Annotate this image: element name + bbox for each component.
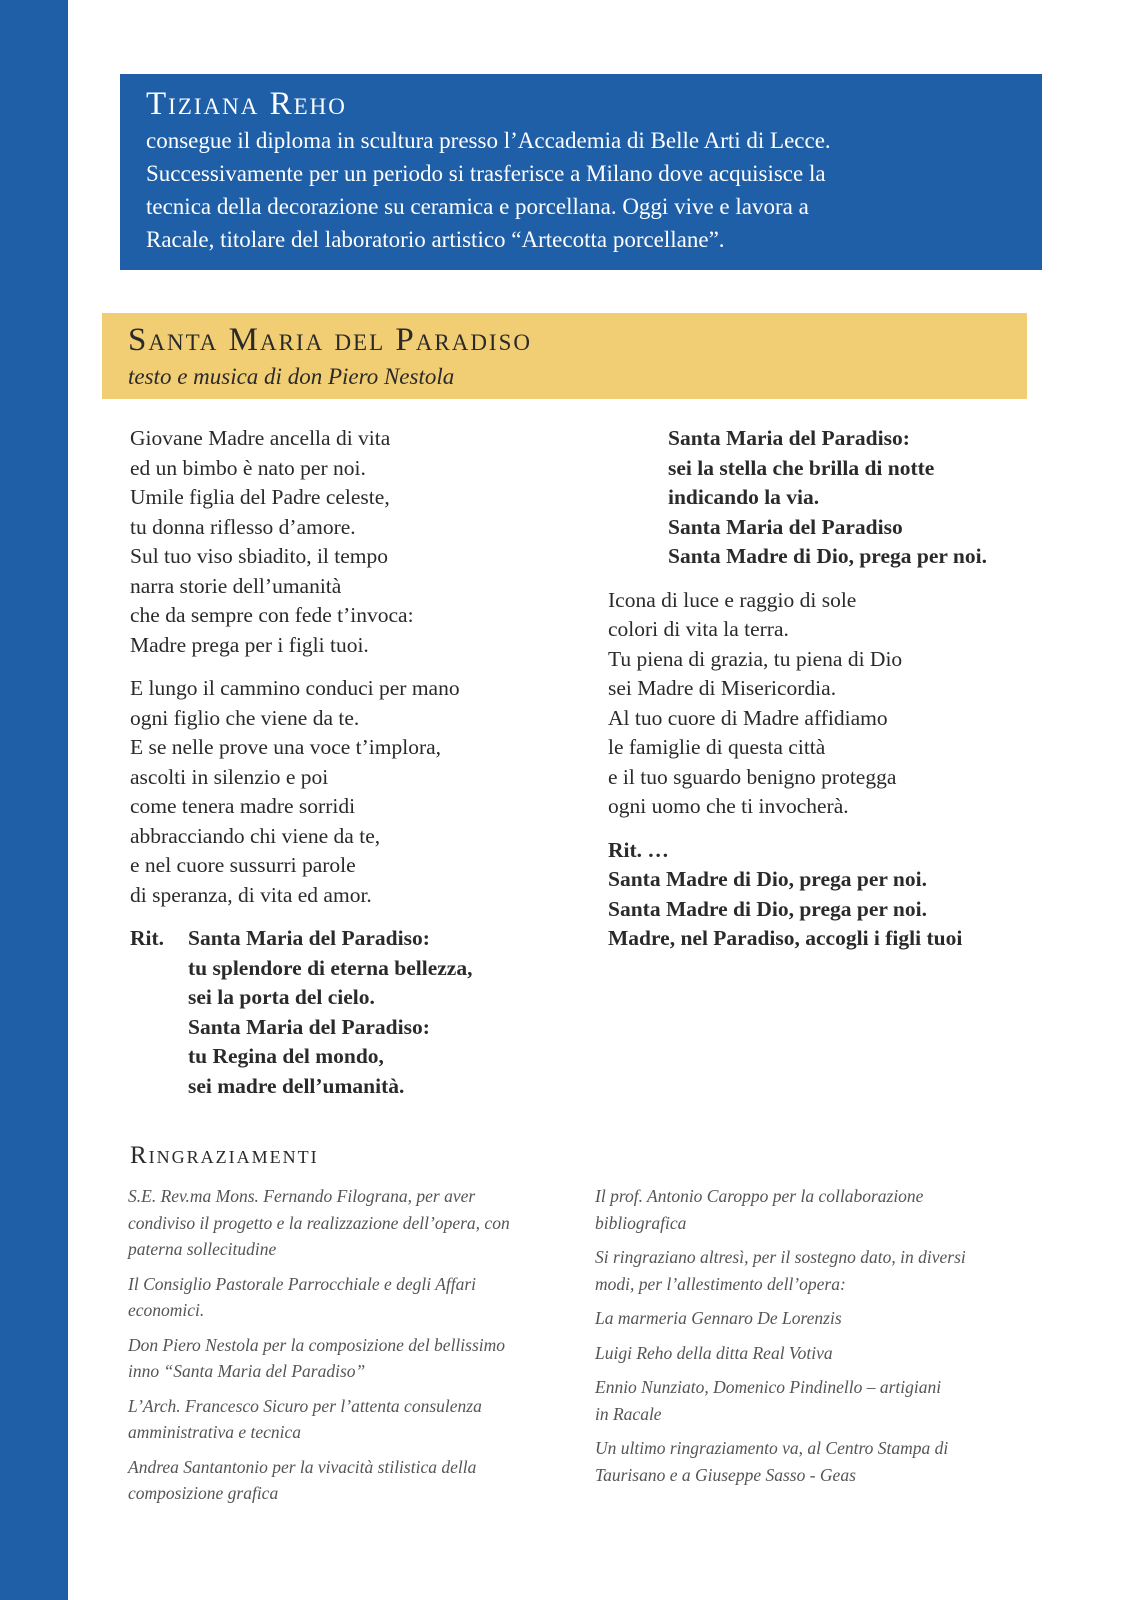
ending-line: Santa Madre di Dio, prega per noi. xyxy=(608,896,927,921)
lyric-line: Tu piena di grazia, tu piena di Dio xyxy=(608,646,903,671)
refrain-line: tu Regina del mondo, xyxy=(188,1044,384,1068)
thanks-title: Ringraziamenti xyxy=(130,1142,319,1169)
refrain-line: sei la porta del cielo. xyxy=(188,985,375,1009)
refrain-line: Santa Maria del Paradiso: xyxy=(188,1014,430,1039)
lyric-line: Madre prega per i figli tuoi. xyxy=(130,632,369,657)
thanks-line: in Racale xyxy=(595,1403,662,1424)
lyric-line: Giovane Madre ancella di vita xyxy=(130,426,391,450)
lyric-line: ogni figlio che viene da te. xyxy=(130,705,360,730)
thanks-left-column xyxy=(128,1183,568,1515)
thanks-line: S.E. Rev.ma Mons. Fernando Filograna, per aver xyxy=(128,1186,476,1206)
lyric-line: ogni uomo che ti invocherà. xyxy=(608,794,849,818)
lyric-line: ed un bimbo è nato per noi. xyxy=(130,455,366,480)
thanks-line: Ennio Nunziato, Domenico Pindinello – artigiani xyxy=(595,1377,942,1397)
thanks-item xyxy=(595,1374,1035,1427)
thanks-line: Andrea Santantonio per la vivacità stilistica della xyxy=(128,1456,477,1477)
thanks-line: La marmeria Gennaro De Lorenzis xyxy=(595,1308,842,1328)
chorus-line: Santa Maria del Paradiso xyxy=(668,514,903,539)
thanks-line: Luigi Reho della ditta Real Votiva xyxy=(595,1342,833,1363)
bio-line: Racale, titolare del laboratorio artistico “Artecotta porcellane”. xyxy=(146,227,725,252)
thanks-line: composizione grafica xyxy=(128,1483,279,1503)
ending xyxy=(608,836,1068,954)
thanks-line: Don Piero Nestola per la composizione del bellissimo xyxy=(128,1334,506,1355)
lyric-line: Sul tuo viso sbiadito, il tempo xyxy=(130,544,389,568)
thanks-line: Il prof. Antonio Caroppo per la collaborazione xyxy=(595,1186,924,1206)
bio-line: tecnica della decorazione su ceramica e porcellana. Oggi vive e lavora a xyxy=(146,194,809,219)
lyric-line: E se nelle prove una voce t’implora, xyxy=(130,735,442,759)
lyrics-right-column xyxy=(608,424,1068,968)
thanks-line: Si ringraziano altresì, per il sostegno dato, in diversi xyxy=(595,1247,966,1267)
refrain-label: Rit. xyxy=(130,926,165,950)
thanks-item xyxy=(128,1332,568,1385)
thanks-line: modi, per l’allestimento dell’opera: xyxy=(595,1273,846,1294)
stanza-2 xyxy=(130,674,590,910)
chorus-line: indicando la via. xyxy=(668,485,820,509)
thanks-item xyxy=(595,1340,1035,1367)
lyric-line: le famiglie di questa città xyxy=(608,735,826,759)
thanks-line: economici. xyxy=(128,1300,205,1320)
stanza-3 xyxy=(608,586,1068,822)
refrain-lines xyxy=(188,924,472,1101)
lyric-line: come tenera madre sorridi xyxy=(130,794,356,818)
thanks-item xyxy=(128,1454,568,1507)
thanks-line: Taurisano e a Giuseppe Sasso - Geas xyxy=(595,1464,856,1485)
lyric-line: e nel cuore sussurri parole xyxy=(130,853,356,877)
refrain-line: sei madre dell’umanità. xyxy=(188,1073,405,1098)
left-blue-band xyxy=(0,0,68,1600)
bio-box xyxy=(120,74,1042,270)
lyric-line: E lungo il cammino conduci per mano xyxy=(130,676,460,700)
lyric-line: tu donna riflesso d’amore. xyxy=(130,514,356,539)
stanza-1 xyxy=(130,424,590,660)
song-header xyxy=(102,313,1027,399)
bio-line: Successivamente per un periodo si trasferisce a Milano dove acquisisce la xyxy=(146,161,826,186)
lyric-line: Umile figlia del Padre celeste, xyxy=(130,485,390,509)
song-title: Santa Maria del Paradiso xyxy=(128,322,532,358)
thanks-line: paterna sollecitudine xyxy=(128,1239,277,1259)
thanks-item xyxy=(595,1183,1035,1236)
thanks-item xyxy=(128,1183,568,1263)
thanks-line: L’Arch. Francesco Sicuro per l’attenta consulenza xyxy=(128,1395,482,1416)
thanks-line: bibliografica xyxy=(595,1212,687,1233)
thanks-line: amministrativa e tecnica xyxy=(128,1422,302,1442)
thanks-item xyxy=(595,1244,1035,1297)
lyric-line: Al tuo cuore di Madre affidiamo xyxy=(608,705,888,730)
refrain-line: Santa Maria del Paradiso: xyxy=(188,926,430,950)
refrain xyxy=(130,924,590,1101)
lyric-line: di speranza, di vita ed amor. xyxy=(130,882,372,907)
lyric-line: abbracciando chi viene da te, xyxy=(130,823,381,848)
lyric-line: narra storie dell’umanità xyxy=(130,573,342,598)
thanks-item xyxy=(595,1305,1035,1332)
ending-line: Madre, nel Paradiso, accogli i figli tuoi xyxy=(608,926,963,950)
bio-line: consegue il diploma in scultura presso l’Accademia di Belle Arti di Lecce. xyxy=(146,128,831,153)
thanks-item xyxy=(128,1271,568,1324)
refrain-line: tu splendore di eterna bellezza, xyxy=(188,955,473,980)
thanks-item xyxy=(595,1435,1035,1488)
lyrics-left-column xyxy=(130,424,590,1101)
lyric-line: ascolti in silenzio e poi xyxy=(130,764,329,789)
lyric-line: colori di vita la terra. xyxy=(608,617,789,641)
thanks-line: inno “Santa Maria del Paradiso” xyxy=(128,1361,366,1381)
chorus-line: Santa Maria del Paradiso: xyxy=(668,426,910,450)
chorus xyxy=(608,424,1068,572)
thanks-item xyxy=(128,1393,568,1446)
lyric-line: Icona di luce e raggio di sole xyxy=(608,587,857,612)
lyric-line: e il tuo sguardo benigno protegga xyxy=(608,764,897,789)
thanks-line: Il Consiglio Pastorale Parrocchiale e degli Affari xyxy=(128,1273,477,1294)
chorus-line: Santa Madre di Dio, prega per noi. xyxy=(668,544,987,568)
ending-line: Santa Madre di Dio, prega per noi. xyxy=(608,867,927,891)
chorus-line: sei la stella che brilla di notte xyxy=(668,455,935,480)
thanks-line: Un ultimo ringraziamento va, al Centro Stampa di xyxy=(595,1438,949,1458)
thanks-line: condiviso il progetto e la realizzazione dell’opera, con xyxy=(128,1212,510,1233)
ending-line: Rit. … xyxy=(608,837,669,862)
song-subtitle: testo e musica di don Piero Nestola xyxy=(128,364,455,389)
thanks-right-column xyxy=(595,1183,1035,1496)
bio-text xyxy=(146,124,1018,256)
lyric-line: che da sempre con fede t’invoca: xyxy=(130,603,414,627)
bio-name: Tiziana Reho xyxy=(146,86,347,122)
lyric-line: sei Madre di Misericordia. xyxy=(608,676,837,700)
